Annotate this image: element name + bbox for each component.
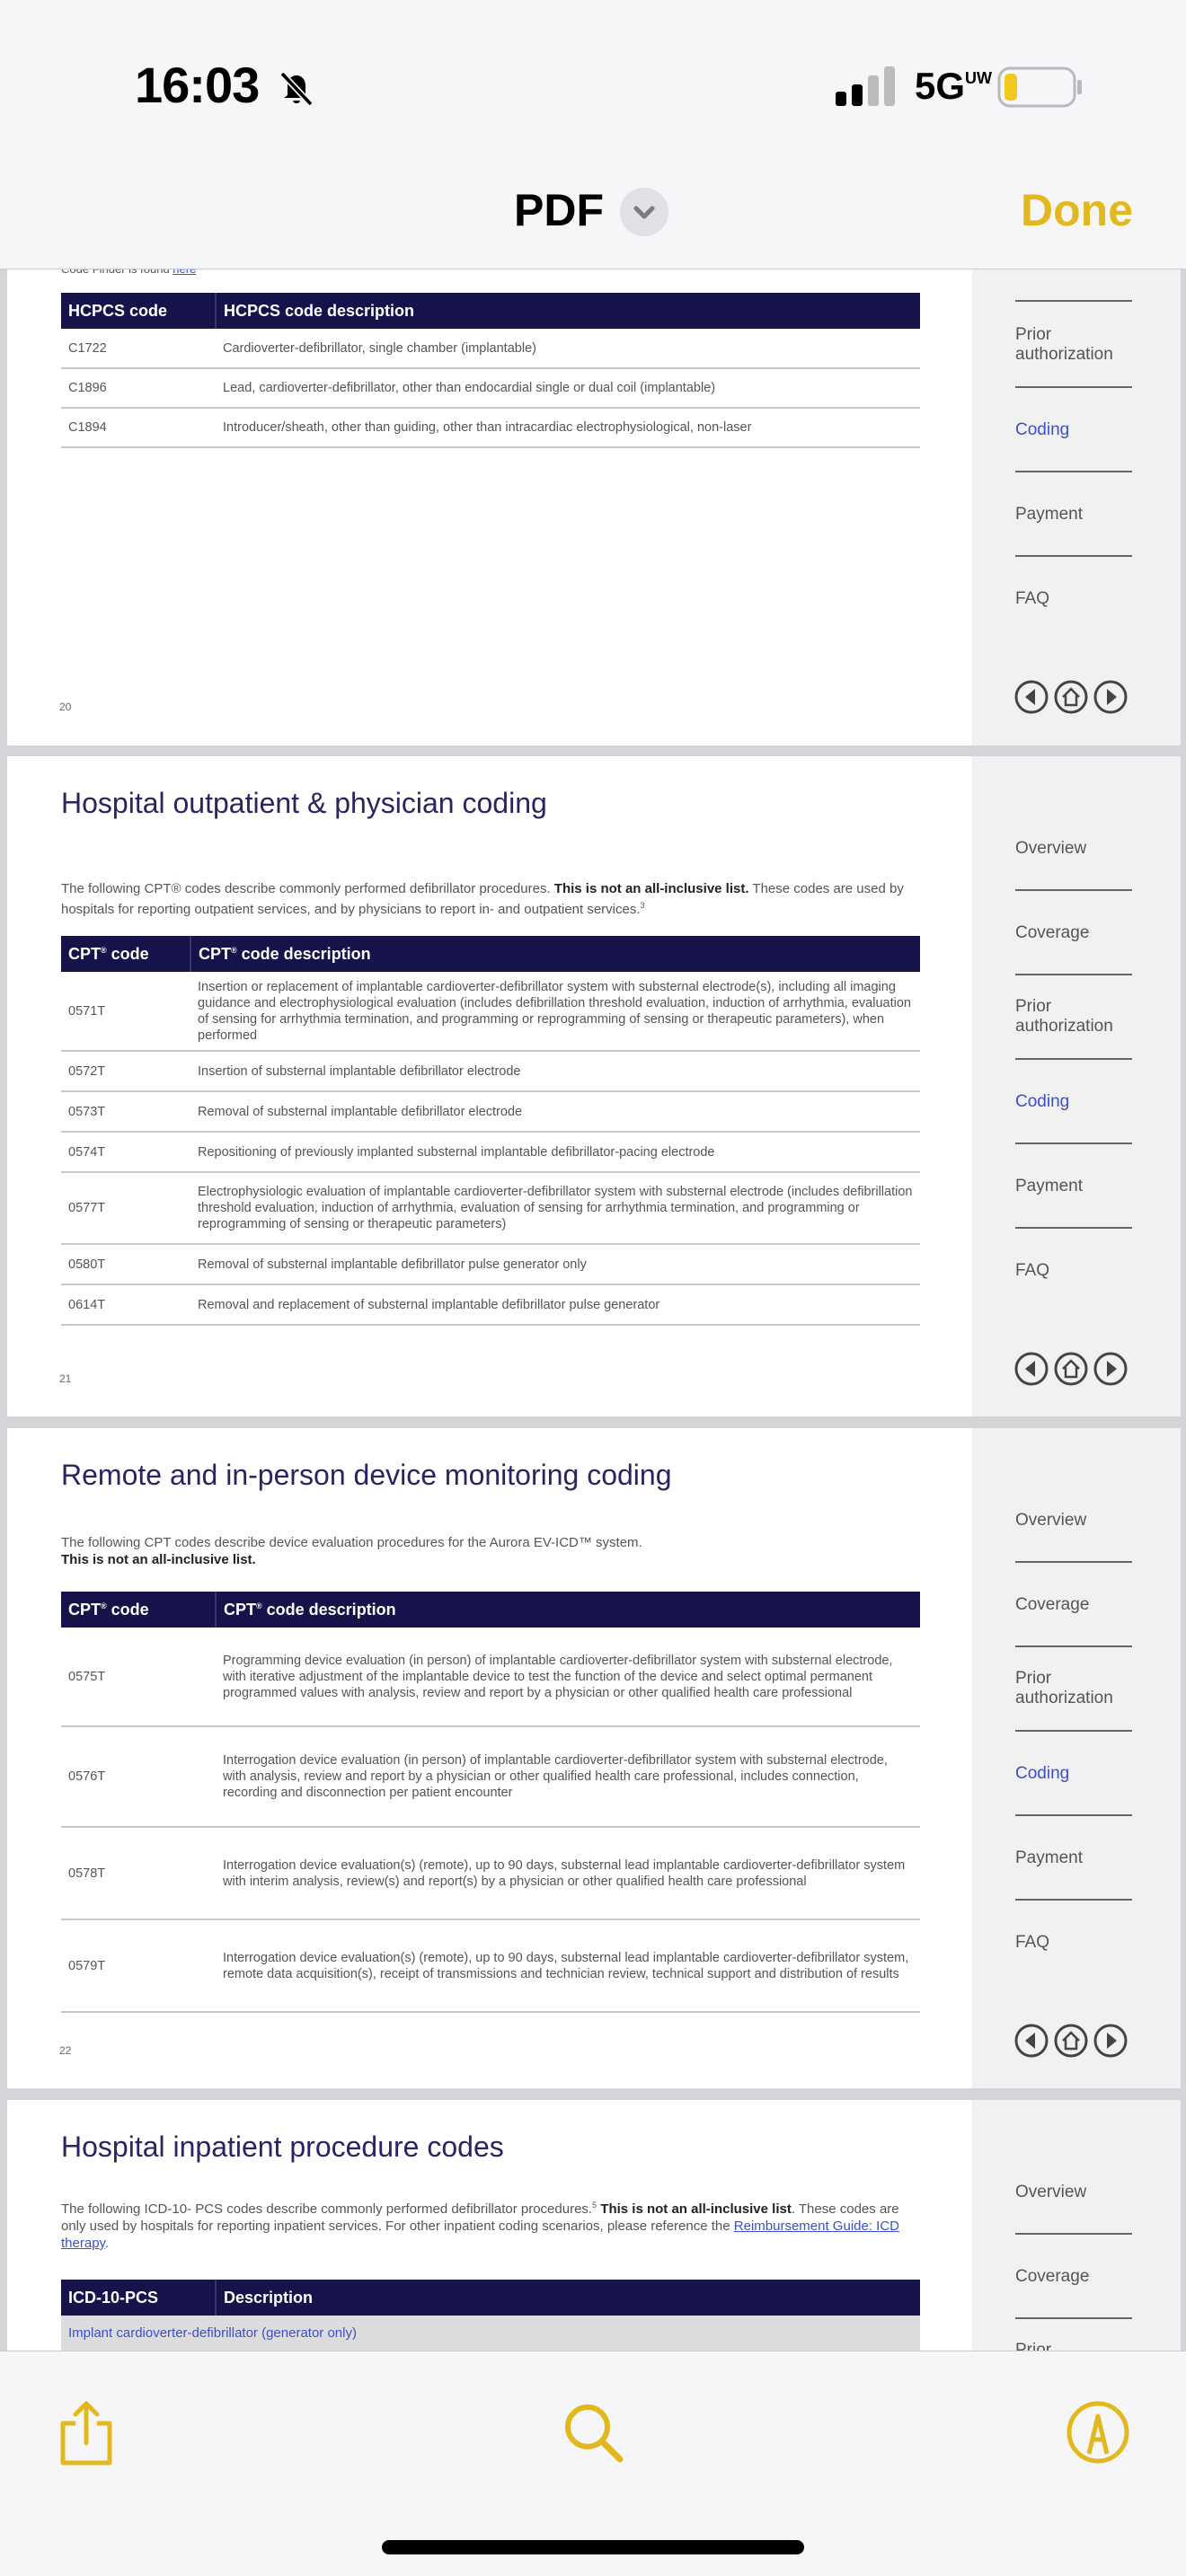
sidebar-item-coverage[interactable]: Coverage [1015,2267,1090,2286]
sidebar-item-coverage[interactable]: Coverage [1015,1595,1090,1614]
table-row: C1894 Introducer/sheath, other than guiding, other than intracardiac electrophysiological, non-laser [61,408,920,447]
cpt-table [61,936,920,1326]
home-indicator [382,2540,804,2554]
reimbursement-guide-link[interactable]: Reimbursement Guide: ICD therapy [61,2219,899,2251]
previous-page-icon[interactable] [1013,1351,1049,1387]
status-time: 16:03 [135,57,260,113]
sidebar-item-prior-authorization[interactable]: Prior authorization [1015,997,1113,1036]
table-row: C1896 Lead, cardioverter-defibrillator, other than endocardial single or dual coil (implantable) [61,368,920,408]
battery-icon [997,66,1084,108]
share-icon[interactable] [50,2396,122,2468]
table-row: 0573T Removal of substernal implantable defibrillator electrode [61,1091,920,1132]
chevron-down-icon [620,188,668,236]
icd-table [61,2280,920,2351]
page-sidebar [972,1428,1181,2088]
page-number: 21 [59,1372,72,1385]
page-sidebar [972,216,1181,745]
sidebar-item-payment[interactable]: Payment [1015,1177,1083,1195]
hcpcs-table [61,293,920,448]
page-number: 20 [59,701,72,713]
page-number: 22 [59,2044,72,2057]
cellular-signal-icon [836,66,898,106]
table-row: 0576T Interrogation device evaluation (in person) of implantable cardioverter-defibrillator system with substernal electrode, with analysis, review and report by a physician or other qualified health care professional, includes connection, recording and disconnection per patient encounter [61,1726,920,1827]
home-icon[interactable] [1053,1351,1089,1387]
table-header: HCPCS code description [216,293,920,329]
sidebar-item-faq[interactable]: FAQ [1015,589,1050,608]
home-icon[interactable] [1053,679,1089,715]
table-header: CPT® code description [190,936,920,972]
pdf-page-20 [7,216,1181,745]
page-intro: The following CPT® codes describe commonly performed defibrillator procedures. This is not an all-inclusive list. These codes are used by hospitals for reporting outpatient services, and by physicians to report in- and outpatient services.$^3$ [61,881,904,917]
sidebar-item-faq[interactable]: FAQ [1015,1261,1050,1280]
sidebar-item-coding[interactable]: Coding [1015,1764,1070,1783]
sidebar-item-prior-authorization[interactable]: Prior authorization [1015,1669,1113,1707]
page-sidebar [972,756,1181,1416]
pdf-page-23 [7,2100,1181,2369]
next-page-icon[interactable] [1093,679,1128,715]
table-row: C1722 Cardioverter-defibrillator, single chamber (implantable) [61,329,920,368]
next-page-icon[interactable] [1093,2023,1128,2059]
table-row: 0578T Interrogation device evaluation(s) (remote), up to 90 days, substernal lead implantable cardioverter-defibrillator system with interim analysis, review(s) and report(s) by a physician or other qualified health care professional [61,1827,920,1919]
table-header: HCPCS code [61,293,216,329]
sidebar-item-coding[interactable]: Coding [1015,1092,1070,1111]
page-title: Hospital outpatient & physician coding [61,787,547,819]
markup-icon[interactable] [1062,2396,1134,2468]
page-title: Hospital inpatient procedure codes [61,2130,504,2163]
table-row: 0572T Insertion of substernal implantable defibrillator electrode [61,1051,920,1091]
network-type: 5GUW [915,65,993,107]
table-subheader: Implant cardioverter-defibrillator (generator only) [61,2316,920,2351]
table-header: CPT® code [61,936,190,972]
sidebar-item-payment[interactable]: Payment [1015,1848,1083,1867]
table-row: 0574T Repositioning of previously implanted substernal implantable defibrillator-pacing electrode [61,1132,920,1172]
nav-title: PDF [514,185,604,235]
table-row: 0579T Interrogation device evaluation(s) (remote), up to 90 days, substernal lead implantable cardioverter-defibrillator system, remote data acquisition(s), receipt of transmissions and technician review, technical support and distribution of results [61,1919,920,2012]
sidebar-item-overview[interactable]: Overview [1015,839,1087,858]
table-row: 0577T Electrophysiologic evaluation of implantable cardioverter-defibrillator system with substernal electrode (includes defibrillation threshold evaluation, induction of arrhythmia, evaluation of sensing for arrhythmia termination, and programming or reprogramming of sensing or therapeutic parameters) [61,1172,920,1244]
next-page-icon[interactable] [1093,1351,1128,1387]
page-intro: The following CPT codes describe device evaluation procedures for the Aurora EV-ICD™ system. This is not an all-inclusive list. [61,1535,642,1567]
page-sidebar [972,2100,1181,2369]
table-header: Description [216,2280,920,2316]
sidebar-item-prior-authorization[interactable]: Prior authorization [1015,325,1113,364]
sidebar-item-coding[interactable]: Coding [1015,420,1070,439]
table-header: CPT® code description [216,1592,920,1628]
previous-page-icon[interactable] [1013,679,1049,715]
sidebar-item-payment[interactable]: Payment [1015,505,1083,524]
muted-bell-icon [275,66,318,110]
pdf-page-21 [7,756,1181,1416]
table-row: 0575T Programming device evaluation (in person) of implantable cardioverter-defibrillator system with substernal electrode, with iterative adjustment of the implantable device to test the function of the device and select optimal permanent programmed values with analysis, review and report by a physician or other qualified health care professional [61,1628,920,1726]
title-menu-button[interactable] [620,188,668,236]
sidebar-item-overview[interactable]: Overview [1015,2183,1087,2201]
table-row: 0580T Removal of substernal implantable defibrillator pulse generator only [61,1244,920,1284]
search-icon[interactable] [557,2396,629,2468]
home-icon[interactable] [1053,2023,1089,2059]
pdf-page-22 [7,1428,1181,2088]
top-bar [0,0,1186,269]
previous-page-icon[interactable] [1013,2023,1049,2059]
page-intro: The following ICD-10- PCS codes describe commonly performed defibrillator procedures.$^5$ This is not an all-inclusive list. These codes are only used by hospitals for reporting inpatient services. For other inpatient coding scenarios, please reference the Reimbursement Guide: ICD therapy. [61,2201,899,2251]
table-header: ICD-10-PCS [61,2280,216,2316]
table-header: CPT® code [61,1592,216,1628]
table-row: 0614T Removal and replacement of substernal implantable defibrillator pulse generator [61,1284,920,1325]
sidebar-item-coverage[interactable]: Coverage [1015,923,1090,942]
table-row: 0571T Insertion or replacement of implantable cardioverter-defibrillator system with substernal electrode(s), including all imaging guidance and electrophysiological evaluation (includes defibrillation threshold evaluation, induction of arrhythmia, evaluation of sensing for arrhythmia termination, and programming or reprogramming of sensing or therapeutic parameters), when performed [61,972,920,1051]
done-button[interactable]: Done [1021,185,1133,235]
page-title: Remote and in-person device monitoring coding [61,1459,672,1491]
sidebar-item-faq[interactable]: FAQ [1015,1933,1050,1952]
sidebar-item-overview[interactable]: Overview [1015,1511,1087,1530]
cpt-table [61,1592,920,2013]
